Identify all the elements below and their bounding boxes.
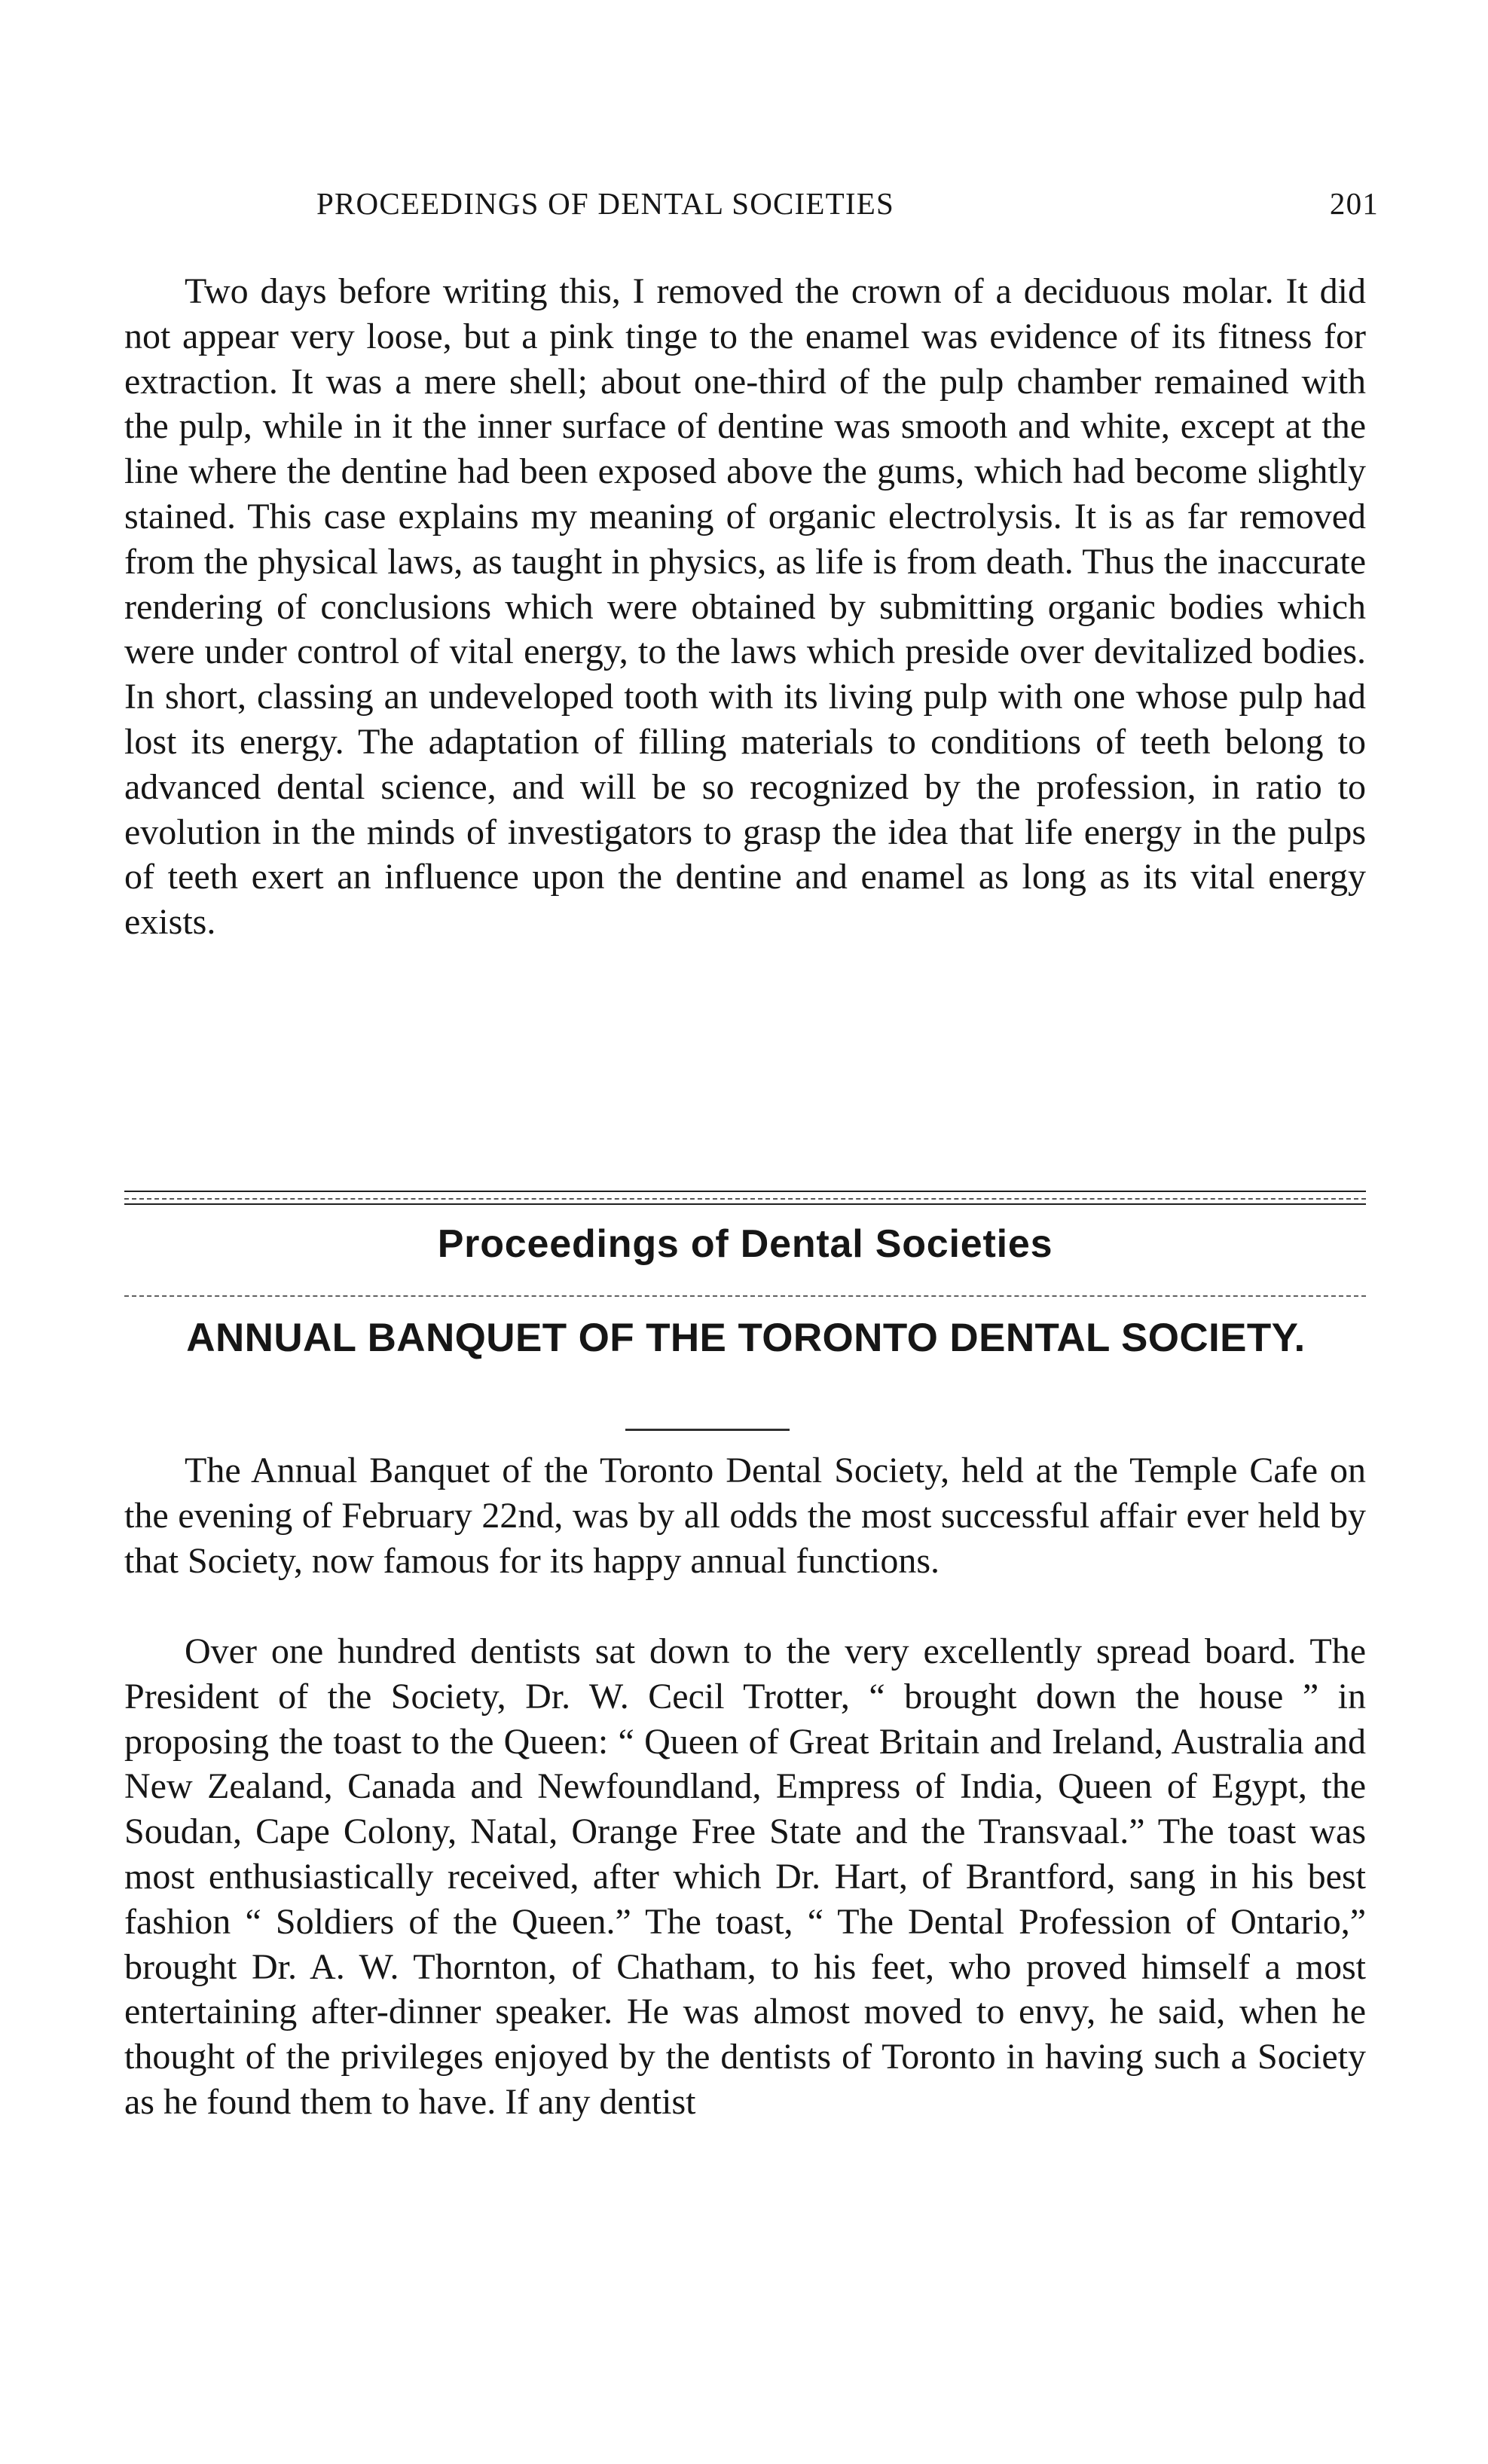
article-paragraph-1: The Annual Banquet of the Toronto Dental Society, held at the Temple Cafe on the evening of February 22nd, was by all odds the most successful affair ever held by that Society, now famous for its happy annual functions. [124,1451,1366,1581]
section-title-rule [124,1295,1366,1297]
article-paragraph-2: Over one hundred dentists sat down to the very excellently spread board. The President of the Society, Dr. W. Cecil Trotter, “ brought down the house ” in proposing the toast to the Queen: “ Queen of Great Britain and Ireland, Australia and New Zealand, Canada and Newfoundland, Empress of India, Queen of Egypt, the Soudan, Cape Colony, Natal, Orange Free State and the Transvaal.” The toast was most enthusiastically received, after which Dr. Hart, of Brantford, sang in his best fashion “ Soldiers of the Queen.” The toast, “ The Dental Profession of Ontario,” brought Dr. A. W. Thornton, of Chatham, to his feet, who proved himself a most entertaining after-dinner speaker. He was almost moved to envy, he said, when he thought of the privileges enjoyed by the dentists of Toronto in having such a Society as he found them to have. If any dentist [124,1631,1366,2122]
section-divider-line [124,1191,1366,1192]
section-title: Proceedings of Dental Societies [437,1222,1053,1266]
running-head-title: PROCEEDINGS OF DENTAL SOCIETIES [316,186,894,221]
section-divider-line [124,1203,1366,1205]
section-divider-dashed-line [124,1198,1366,1200]
headline-underline [625,1429,790,1431]
page-number: 201 [1329,186,1379,221]
continued-article-paragraph: Two days before writing this, I removed the crown of a deciduous molar. It did not appear very loose, but a pink tinge to the enamel was evidence of its fitness for extraction. It was a mere shell; about one-third of the pulp chamber remained with the pulp, while in it the inner surface of dentine was smooth and white, except at the line where the dentine had been exposed above the gums, which had become slightly stained. This case explains my meaning of organic electrolysis. It is as far removed from the physical laws, as taught in physics, as life is from death. Thus the inaccurate rendering of conclusions which were obtained by submitting organic bodies which were under control of vital energy, to the laws which preside over devitalized bodies. In short, classing an undeveloped tooth with its living pulp with one whose pulp had lost its energy. The adaptation of filling materials to conditions of teeth belong to advanced dental science, and will be so recognized by the profession, in ratio to evolution in the minds of investigators to grasp the idea that life energy in the pulps of teeth exert an influence upon the dentine and enamel as long as its vital energy exists. [124,271,1366,943]
running-head [316,185,1379,226]
article-headline: ANNUAL BANQUET OF THE TORONTO DENTAL SOCIETY. [186,1316,1306,1360]
